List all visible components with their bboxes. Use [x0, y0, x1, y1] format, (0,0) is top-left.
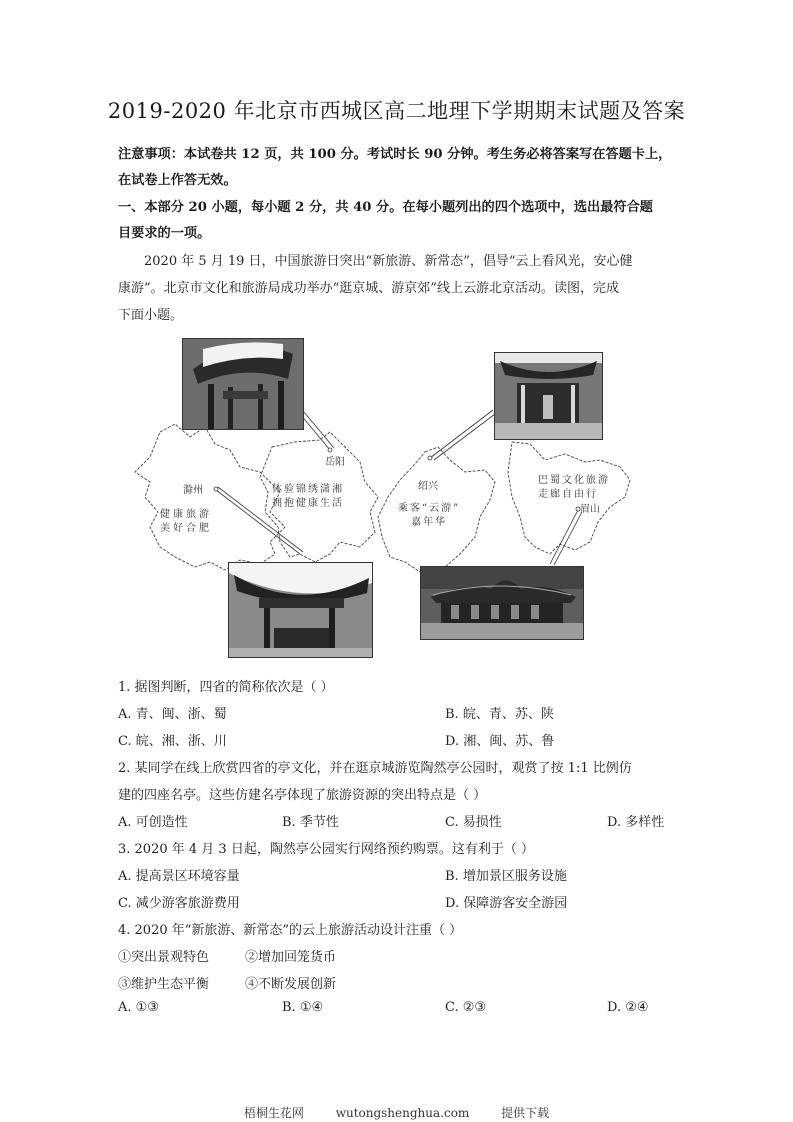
- notice: [118, 142, 678, 194]
- q3-option-b[interactable]: B. 增加景区服务设施: [445, 869, 567, 884]
- q2-option-d[interactable]: D. 多样性: [607, 815, 665, 830]
- q1-option-d[interactable]: D. 湘、闽、苏、鲁: [445, 734, 555, 749]
- question-4-stem: 4. 2020 年“新旅游、新常态”的云上旅游活动设计注重（ ）: [118, 923, 463, 938]
- anhui-outline: [135, 424, 285, 570]
- q4-item-4: ④不断发展创新: [245, 977, 337, 992]
- q3-option-a[interactable]: A. 提高景区环境容量: [118, 869, 240, 884]
- q4-item-1: ①突出景观特色: [118, 950, 210, 965]
- map-slogan-zhejiang: 乘客“云游” 嘉年华: [398, 503, 461, 528]
- q4-item-3: ③维护生态平衡: [118, 977, 210, 992]
- q4-option-a[interactable]: A. ①③: [118, 1000, 159, 1015]
- q3-option-c[interactable]: C. 减少游客旅游费用: [118, 896, 240, 911]
- footer-note: 提供下载: [501, 1106, 550, 1120]
- notice-line-2: 在试卷上作答无效。: [118, 173, 237, 188]
- city-label-meishan: 眉山: [580, 504, 600, 515]
- city-label-shaoxing: 绍兴: [418, 481, 438, 492]
- page-footer: [0, 1104, 793, 1121]
- q4-option-c[interactable]: C. ②③: [445, 1000, 487, 1015]
- q3-option-d[interactable]: D. 保障游客安全游园: [445, 896, 568, 911]
- q2-option-b[interactable]: B. 季节性: [282, 815, 339, 830]
- q2-option-a[interactable]: A. 可创造性: [118, 815, 188, 830]
- footer-url[interactable]: wutongshenghua.com: [335, 1106, 470, 1120]
- pavilion-photo-shaoxing: [494, 352, 603, 440]
- pavilion-photo-meishan: [420, 566, 584, 640]
- city-label-yueyang: 岳阳: [325, 457, 345, 468]
- pavilion-photo-yueyang: [182, 338, 304, 430]
- section-line-2: 目要求的一项。: [118, 226, 211, 241]
- intro-line-2: 康游”。北京市文化和旅游局成功举办“逛京城、游京郊”线上云游北京活动。读图，完成: [118, 281, 619, 296]
- pavilion-map-figure: [120, 332, 680, 664]
- intro-line-1: 2020 年 5 月 19 日，中国旅游日突出“新旅游、新常态”，倡导“云上看风光，安心健: [144, 254, 633, 269]
- map-slogan-anhui: 健康旅游 美好合肥: [160, 509, 212, 534]
- q4-item-2: ②增加回笼货币: [245, 950, 337, 965]
- section-line-1: 一、本部分 20 小题，每小题 2 分，共 40 分。在每小题列出的四个选项中，选出最符合题: [118, 200, 653, 215]
- footer-site-name: 梧桐生花网: [243, 1106, 304, 1120]
- city-label-chuzhou: 滁州: [183, 485, 203, 496]
- q4-option-d[interactable]: D. ②④: [607, 1000, 649, 1015]
- q1-option-c[interactable]: C. 皖、湘、浙、川: [118, 734, 227, 749]
- q2-option-c[interactable]: C. 易损性: [445, 815, 502, 830]
- map-slogan-hunan: 体验锦绣潇湘 拥抱健康生活: [272, 484, 344, 509]
- notice-line-1: 注意事项：本试卷共 12 页，共 100 分。考试时长 90 分钟。考生务必将答案写在答题卡上，: [118, 147, 672, 162]
- map-slogan-sichuan: 巴蜀文化旅游 走廊自由行: [538, 475, 610, 500]
- question-2-stem-line-1: 2. 某同学在线上欣赏四省的亭文化，并在逛京城游览陶然亭公园时，观赏了按 1:1 比例仿: [118, 761, 632, 776]
- section-instructions: [118, 195, 678, 247]
- q1-option-b[interactable]: B. 皖、青、苏、陕: [445, 707, 554, 722]
- q1-option-a[interactable]: A. 青、闽、浙、蜀: [118, 707, 227, 722]
- question-1-stem: 1. 据图判断，四省的简称依次是（ ）: [118, 680, 334, 695]
- question-2-stem-line-2: 建的四座名亭。这些仿建名亭体现了旅游资源的突出特点是（ ）: [118, 788, 487, 803]
- intro-line-3: 下面小题。: [118, 308, 184, 323]
- q4-option-b[interactable]: B. ①④: [282, 1000, 324, 1015]
- question-3-stem: 3. 2020 年 4 月 3 日起，陶然亭公园实行网络预约购票。这有利于（ ）: [118, 842, 534, 857]
- intro-paragraph: [118, 248, 678, 329]
- pavilion-photo-chuzhou: [228, 562, 373, 658]
- page-title: 2019-2020 年北京市西城区高二地理下学期期末试题及答案: [107, 99, 686, 123]
